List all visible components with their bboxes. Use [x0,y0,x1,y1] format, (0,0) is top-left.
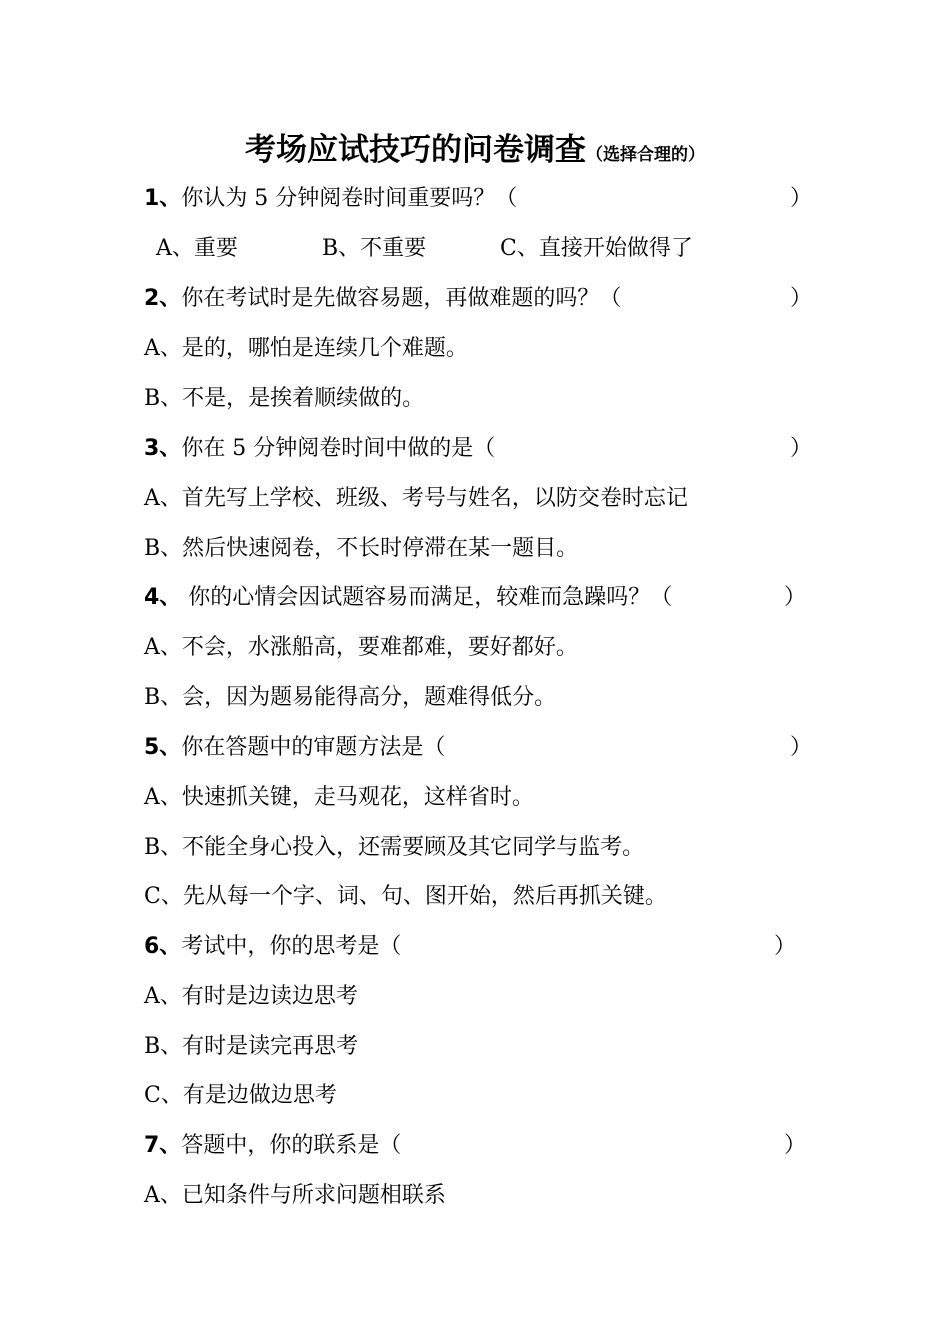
title-main: 考场应试技巧的问卷调查 [245,132,586,168]
option-b: B、不能全身心投入，还需要顾及其它同学与监考。 [144,835,645,860]
question-number: 1、 [144,186,182,211]
answer-close-paren: ） [790,436,813,461]
question-number: 5、 [144,735,182,760]
answer-close-paren: ） [774,934,797,959]
question-2 [144,279,814,319]
answer-close-paren: ） [790,286,813,311]
question-number: 7、 [144,1133,182,1158]
option-a: A、已知条件与所求问题相联系 [144,1183,446,1208]
option-b: B、不是，是挨着顺续做的。 [144,386,425,411]
answer-close-paren: ） [784,585,807,610]
question-text: 你在考试时是先做容易题，再做难题的吗？（ [181,286,622,311]
question-text: 你在 5 分钟阅卷时间中做的是（ [181,436,496,461]
question-number: 6、 [144,934,182,959]
option-a: A、重要 [156,236,238,261]
option-c: C、有是边做边思考 [144,1083,337,1108]
page-title [0,126,950,179]
question-text: 考试中，你的思考是（ [181,934,402,959]
question-5 [144,728,814,768]
answer-close-paren: ） [790,186,813,211]
option-c: C、先从每一个字、词、句、图开始，然后再抓关键。 [144,884,667,909]
question-text: 你的心情会因试题容易而满足，较难而急躁吗？（ [181,585,673,610]
question-number: 2、 [144,286,182,311]
question-text: 答题中，你的联系是（ [181,1133,402,1158]
question-text: 你认为 5 分钟阅卷时间重要吗？（ [181,186,518,211]
option-c: C、直接开始做得了 [500,236,693,261]
answer-close-paren: ） [790,735,813,760]
title-note: （选择合理的） [586,145,705,165]
option-b: B、不重要 [322,236,427,261]
question-1 [144,179,814,219]
question-number: 3、 [144,436,182,461]
question-4 [144,578,814,618]
option-a: A、是的，哪怕是连续几个难题。 [144,336,468,361]
option-a: A、快速抓关键，走马观花，这样省时。 [144,785,534,810]
question-3 [144,429,814,469]
option-b: B、会，因为题易能得高分，题难得低分。 [144,685,557,710]
answer-close-paren: ） [784,1133,807,1158]
question-1-options [144,229,814,269]
question-number: 4、 [144,585,182,610]
question-6 [144,927,814,967]
option-a: A、不会，水涨船高，要难都难，要好都好。 [144,635,578,660]
question-text: 你在答题中的审题方法是（ [181,735,446,760]
option-b: B、然后快速阅卷，不长时停滞在某一题目。 [144,536,579,561]
option-a: A、有时是边读边思考 [144,984,358,1009]
option-b: B、有时是读完再思考 [144,1034,359,1059]
question-7 [144,1126,814,1166]
option-a: A、首先写上学校、班级、考号与姓名，以防交卷时忘记 [144,486,688,511]
